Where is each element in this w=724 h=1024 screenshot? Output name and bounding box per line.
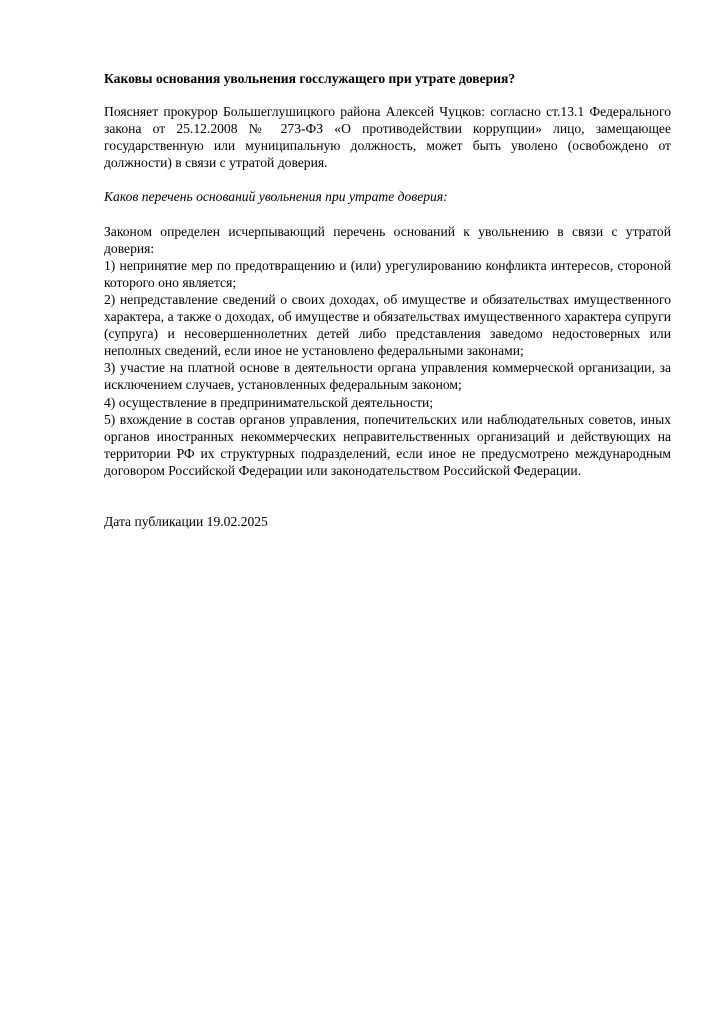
list-item: 4) осуществление в предпринимательской деятельности; [104,394,434,410]
list-item: 2) непредставление сведений о своих доходах, об имуществе и обязательствах имущественного характера, а также о доходах, об имуществе и обязательствах имущественного характера супруги (супруга) и несовершеннолетних детей либо представления заведомо недостоверных или неполных сведений, если иное не установлено федеральными законами; [104,291,671,359]
list-intro-paragraph: Законом определен исчерпывающий перечень оснований к увольнению в связи с утратой доверия: [104,223,671,256]
publication-date: Дата публикации 19.02.2025 [104,513,268,529]
intro-paragraph: Поясняет прокурор Большеглушицкого района Алексей Чуцков: согласно ст.13.1 Федерального закона от 25.12.2008 № 273-ФЗ «О противодействии коррупции» лицо, замещающее государственную или муниципальную должность, может быть уволено (освобождено от должности) в связи с утратой доверия. [104,104,671,171]
list-item: 3) участие на платной основе в деятельности органа управления коммерческой организации, за исключением случаев, установленных федеральным законом; [104,360,671,393]
list-item: 5) вхождение в состав органов управления, попечительских или наблюдательных советов, иных органов иностранных некоммерческих неправительственных организаций и действующих на территории РФ их структурных подразделений, если иное не предусмотрено международным договором Российской Федерации или законодательством Российской Федерации. [104,411,671,478]
section-subtitle: Каков перечень оснований увольнения при утрате доверия: [104,189,448,205]
list-item: 1) непринятие мер по предотвращению и (или) урегулированию конфликта интересов, стороной которого оно является; [104,257,671,290]
document-title: Каковы основания увольнения госслужащего при утрате доверия? [104,71,516,86]
document-page [104,70,671,530]
